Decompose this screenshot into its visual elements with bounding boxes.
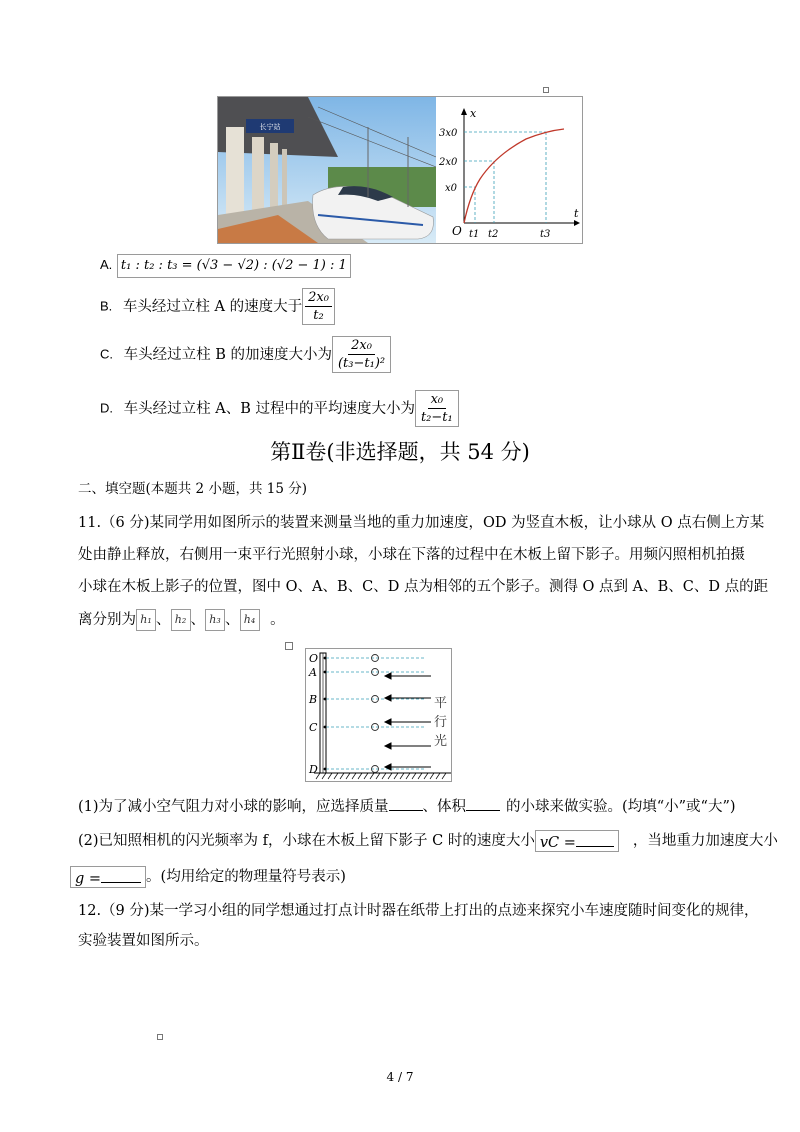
option-b-label: B. bbox=[100, 298, 113, 314]
q11-line-4: 离分别为 h₁ 、 h₂ 、 h₃ 、 h₄ 。 bbox=[78, 609, 285, 631]
q12-line-2: 实验装置如图所示。 bbox=[78, 933, 209, 949]
option-b-denominator: t₂ bbox=[313, 308, 324, 323]
mass-blank[interactable] bbox=[389, 795, 423, 811]
q11-sub2-b: ，当地重力加速度大小 bbox=[632, 833, 778, 849]
option-d-label: D. bbox=[100, 400, 113, 416]
h4-box: h₄ bbox=[240, 609, 260, 631]
option-c-text: 车头经过立柱 B 的加速度大小为 bbox=[123, 346, 332, 363]
station-sign: 长宁站 bbox=[259, 123, 281, 131]
y-tick-3x0: 3x0 bbox=[439, 128, 458, 139]
train-illustration bbox=[218, 97, 436, 243]
q11-line-1: 11.（6 分)某同学用如图所示的装置来测量当地的重力加速度，OD 为竖直木板，让小球从 O 点右侧上方某 bbox=[78, 515, 765, 531]
fig2-anchor-mark bbox=[285, 642, 293, 650]
h3-box: h₃ bbox=[205, 609, 225, 631]
option-c-numerator: 2x₀ bbox=[348, 338, 375, 355]
h2-box: h₂ bbox=[171, 609, 191, 631]
option-c bbox=[100, 336, 391, 373]
x-tick-t3: t3 bbox=[540, 229, 551, 240]
option-a-label: A. bbox=[100, 257, 113, 272]
option-b-numerator: 2x₀ bbox=[305, 290, 332, 307]
x-tick-t2: t2 bbox=[488, 229, 499, 240]
y-tick-2x0: 2x0 bbox=[439, 157, 458, 168]
section-title: 第Ⅱ卷(非选择题，共 54 分) bbox=[270, 440, 530, 464]
option-d-fraction bbox=[415, 390, 459, 427]
q11-sub1-a: (1)为了减小空气阻力对小球的影响，应选择质量 bbox=[78, 799, 389, 815]
option-c-denominator: (t₃−t₁)² bbox=[337, 356, 386, 371]
option-d-numerator: x₀ bbox=[428, 392, 447, 409]
option-c-fraction bbox=[332, 336, 391, 373]
q11-sub1-b: 、体积 bbox=[422, 799, 467, 815]
q11-line-4-prefix: 离分别为 bbox=[78, 612, 136, 628]
point-b-label: B bbox=[309, 693, 318, 706]
option-d bbox=[100, 390, 459, 427]
q12-line-1: 12.（9 分)某一学习小组的同学想通过打点计时器在纸带上打出的点迹来探究小车速度随时间变化的规律， bbox=[78, 903, 759, 919]
light-label-2: 行 bbox=[434, 715, 448, 730]
g-label: g = bbox=[75, 871, 102, 887]
origin-label: O bbox=[452, 224, 462, 238]
q11-sub2-a: (2)已知照相机的闪光频率为 f，小球在木板上留下影子 C 时的速度大小 bbox=[78, 833, 535, 849]
position-time-graph bbox=[436, 97, 582, 243]
part-heading: 二、填空题(本题共 2 小题，共 15 分) bbox=[78, 481, 307, 497]
q11-sub1-c: 的小球来做实验。(均填“小”或“大”) bbox=[506, 799, 736, 815]
option-a bbox=[100, 254, 351, 278]
vc-answer-box[interactable] bbox=[535, 830, 619, 852]
q11-line-2: 处由静止释放，右侧用一束平行光照射小球，小球在下落的过程中在木板上留下影子。用频闪照相机拍摄 bbox=[78, 547, 745, 563]
y-axis-label: x bbox=[470, 107, 477, 120]
point-d-label: D bbox=[309, 763, 318, 776]
x-tick-t1: t1 bbox=[469, 229, 480, 240]
shadow-figure bbox=[305, 648, 452, 782]
q11-sub2 bbox=[78, 830, 778, 852]
h1-box: h₁ bbox=[136, 609, 156, 631]
light-label-3: 光 bbox=[434, 734, 448, 749]
vc-label: vC = bbox=[539, 835, 576, 851]
point-a-label: A bbox=[309, 666, 317, 679]
light-label-1: 平 bbox=[434, 696, 448, 711]
y-tick-x0: x0 bbox=[445, 183, 458, 194]
g-answer-box[interactable] bbox=[70, 866, 146, 888]
train-photo bbox=[218, 97, 436, 243]
point-c-label: C bbox=[309, 721, 318, 734]
option-b bbox=[100, 288, 335, 325]
q11-line-4-suffix: 。 bbox=[270, 612, 285, 628]
option-c-label: C. bbox=[100, 346, 113, 362]
option-a-formula: t₁ : t₂ : t₃ = (√3 − √2) : (√2 − 1) : 1 bbox=[117, 254, 351, 278]
q11-line-3: 小球在木板上影子的位置，图中 O、A、B、C、D 点为相邻的五个影子。测得 O 点到 A、B、C、D 点的距 bbox=[78, 579, 769, 595]
option-d-denominator: t₂−t₁ bbox=[420, 410, 453, 425]
option-b-fraction bbox=[302, 288, 335, 325]
x-axis-label: t bbox=[574, 207, 579, 220]
g-blank[interactable] bbox=[101, 867, 141, 883]
q11-sub2-line2 bbox=[70, 866, 346, 888]
option-d-text: 车头经过立柱 A、B 过程中的平均速度大小为 bbox=[123, 400, 415, 417]
page-number: 4 / 7 bbox=[386, 1070, 414, 1084]
vc-blank[interactable] bbox=[576, 831, 614, 847]
volume-blank[interactable] bbox=[466, 795, 500, 811]
anchor-mark bbox=[543, 87, 549, 93]
bottom-anchor-mark bbox=[157, 1034, 163, 1040]
q11-sub2-c: 。(均用给定的物理量符号表示) bbox=[146, 869, 346, 885]
train-figure bbox=[217, 96, 583, 244]
q11-sub1 bbox=[78, 795, 736, 817]
option-b-text: 车头经过立柱 A 的速度大于 bbox=[122, 298, 303, 315]
point-o-label: O bbox=[309, 652, 319, 665]
